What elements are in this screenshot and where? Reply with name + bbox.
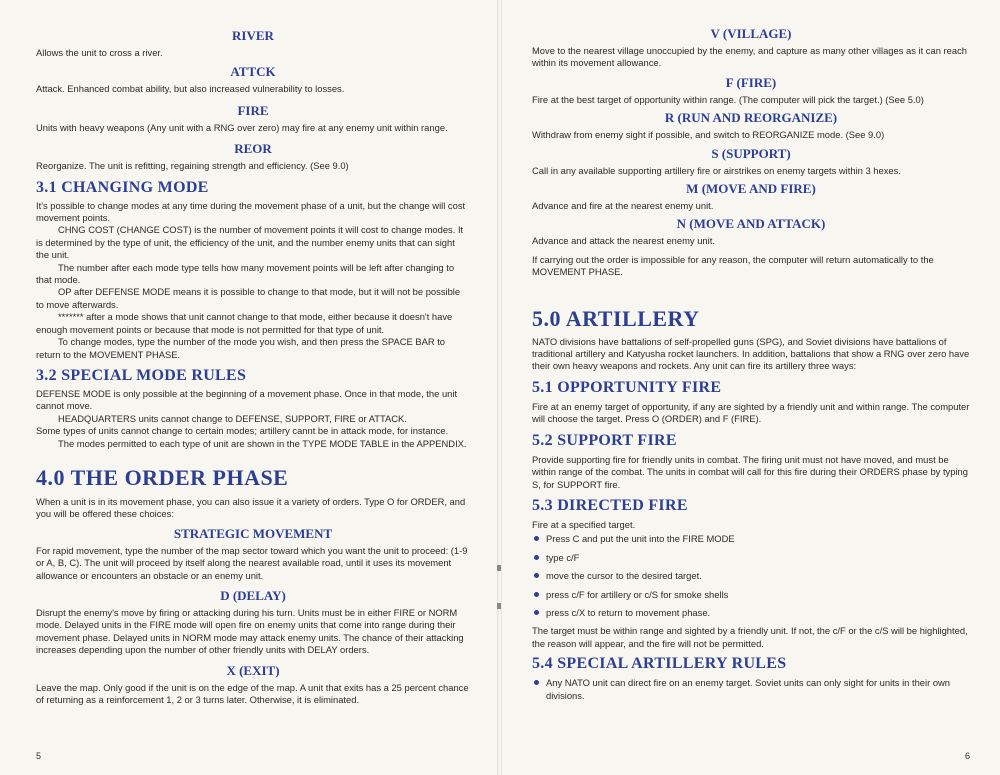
list-item: press c/X to return to movement phase. [532, 607, 970, 619]
delay-text: Disrupt the enemy's move by firing or attacking during his turn. Units must be in either FIRE or NORM mode. Delayed units in the FIRE mode will open fire on enemy units that come into range during their movement phase. Delayed units in NORM mode may attack enemy units. The chance of their attacking increases depending upon the number of other friendly units with DELAY orders. [36, 606, 464, 656]
move-fire-heading: M (MOVE AND FIRE) [686, 181, 816, 197]
bullet-icon [534, 555, 539, 560]
section-5-2-text: Provide supporting fire for friendly units in combat. The firing unit must not have moved, and must be within range of the combat. The units in combat will call for this fire during their ORDERS phase by typing S, for SUPPORT fire. [532, 453, 968, 490]
section-5-3-heading: 5.3 DIRECTED FIRE [532, 496, 688, 514]
list-item: press c/F for artillery or c/S for smoke shells [532, 589, 970, 601]
section-5-3-text: Fire at a specified target. [532, 518, 636, 530]
reor-text: Reorganize. The unit is refitting, regaining strength and efficiency. (See 9.0) [36, 160, 349, 172]
right-page [502, 0, 1000, 775]
section-3-2-heading: 3.2 SPECIAL MODE RULES [36, 366, 247, 384]
fire-order-text: Fire at the best target of opportunity within range. (The computer will pick the target.) (See 5.0) [532, 93, 924, 105]
gutter-mark [497, 603, 501, 609]
bullet-icon [534, 610, 539, 615]
support-text: Call in any available supporting artillery fire or airstrikes on enemy targets within 3 hexes. [532, 164, 901, 176]
section-3-1-heading: 3.1 CHANGING MODE [36, 178, 209, 196]
bullet-icon [534, 680, 539, 685]
bullet-icon [534, 573, 539, 578]
support-heading: S (SUPPORT) [711, 145, 791, 161]
section-5-4-heading: 5.4 SPECIAL ARTILLERY RULES [532, 655, 787, 673]
move-fire-text: Advance and fire at the nearest enemy unit. [532, 200, 714, 212]
section-3-1-para-5: ******* after a mode shows that unit cannot change to that mode, either because it doesn't have enough movement points or because that mode is not permitted for that type of unit. [36, 311, 453, 335]
special-artillery-rules [532, 677, 970, 702]
section-3-1-para-3: The number after each mode type tells how many movement points will be left after changing to that mode. [36, 261, 455, 286]
river-heading: RIVER [232, 28, 274, 43]
section-3-2-para-3: Some types of units cannot change to certain modes; artillery cannt be in attack mode, for instance. [36, 425, 449, 437]
section-3-2-para-1: DEFENSE MODE is only possible at the beginning of a movement phase. Once in that mode, the unit cannot move. [36, 387, 458, 412]
strategic-movement-text: For rapid movement, type the number of the map sector toward which you want the unit to proceed: (1-9 or A, B, C). The unit will proceed by itself along the nearest available road, until it uses its movement allowance or encounters an obstacle or an enemy unit. [36, 544, 468, 581]
fire-mode-heading: FIRE [237, 102, 269, 118]
village-heading: V (VILLAGE) [710, 26, 792, 41]
section-4-0-heading: 4.0 THE ORDER PHASE [36, 464, 289, 490]
bullet-icon [534, 592, 539, 597]
reor-heading: REOR [234, 141, 272, 157]
attck-heading: ATTCK [230, 64, 276, 80]
fire-mode-text: Units with heavy weapons (Any unit with a RNG over zero) may fire at any enemy unit within range. [36, 121, 448, 133]
directed-fire-steps [532, 533, 970, 619]
delay-heading: D (DELAY) [220, 587, 286, 603]
page-number-left: 5 [36, 751, 42, 761]
attck-text: Attack. Enhanced combat ability, but also increased vulnerability to losses. [36, 83, 345, 95]
fire-order-heading: F (FIRE) [725, 74, 777, 90]
page-number-right: 6 [964, 751, 970, 761]
section-5-2-heading: 5.2 SUPPORT FIRE [532, 431, 677, 449]
river-text: Allows the unit to cross a river. [36, 47, 163, 58]
move-attack-heading: N (MOVE AND ATTACK) [676, 216, 826, 232]
list-item: move the cursor to the desired target. [532, 570, 970, 582]
bullet-icon [534, 536, 539, 541]
section-3-2-para-4: The modes permitted to each type of unit are shown in the TYPE MODE TABLE in the APPENDIX. [58, 437, 467, 449]
run-reorganize-text: Withdraw from enemy sight if possible, and switch to REORGANIZE mode. (See 9.0) [532, 129, 885, 141]
move-attack-text: Advance and attack the nearest enemy unit. [532, 235, 715, 247]
list-item: Press C and put the unit into the FIRE MODE [532, 533, 970, 545]
section-5-0-heading: 5.0 ARTILLERY [532, 305, 700, 331]
section-5-1-heading: 5.1 OPPORTUNITY FIRE [532, 378, 722, 396]
strategic-movement-heading: STRATEGIC MOVEMENT [173, 525, 333, 541]
section-4-0-intro: When a unit is in its movement phase, you can also issue it a variety of orders. Type O for ORDER, and you will be offered these choices: [36, 495, 466, 520]
impossible-order-text: If carrying out the order is impossible for any reason, the computer will return automatically to the MOVEMENT PHASE. [532, 253, 934, 278]
section-3-1-para-2: CHNG COST (CHANGE COST) is the number of movement points it will cost to change modes. It is determined by the type of unit, the efficiency of the unit, and the number enemy units that can sight the unit. [36, 224, 464, 261]
run-reorganize-heading: R (RUN AND REORGANIZE) [664, 110, 838, 126]
section-5-0-text: NATO divisions have battalions of self-propelled guns (SPG), and Soviet divisions have battalions of traditional artillery and Katyusha rocket launchers. In addition, battalions that show a RNG over zero have their own heavy weapons and rockets. Any unit can fire its artillery three ways: [532, 335, 970, 372]
exit-text: Leave the map. Only good if the unit is on the edge of the map. A unit that exits has a 25 percent chance of returning as a reinforcement 1, 2 or 3 turns later. Otherwise, it is eliminated. [36, 681, 469, 705]
section-3-1-para-4: OP after DEFENSE MODE means it is possible to change to that mode, but it will not be possible to move afterwards. [36, 286, 461, 310]
section-5-3-note: The target must be within range and sighted by a friendly unit. If not, the c/F or the c/S will be highlighted, the reason will appear, and the fire will not be permitted. [532, 625, 968, 649]
village-text: Move to the nearest village unoccupied by the enemy, and capture as many other villages as it can reach within its movement allowance. [532, 45, 967, 69]
left-page [0, 0, 498, 775]
section-3-2-para-2: HEADQUARTERS units cannot change to DEFENSE, SUPPORT, FIRE or ATTACK. [58, 412, 407, 424]
exit-heading: X (EXIT) [226, 662, 280, 678]
section-3-1-para-1: It's possible to change modes at any time during the movement phase of a unit, but the change will cost movement points. [36, 199, 466, 224]
gutter-mark [497, 565, 501, 571]
section-5-1-text: Fire at an enemy target of opportunity, if any are sighted by a friendly unit and within range. The computer will choose the target. Press O (ORDER) and F (FIRE). [532, 400, 970, 425]
section-3-1-para-6: To change modes, type the number of the mode you wish, and then press the SPACE BAR to return to the MOVEMENT PHASE. [36, 336, 446, 360]
list-item: type c/F [532, 552, 970, 564]
list-item: Any NATO unit can direct fire on an enemy target. Soviet units can only sight for units in their own divisions. [532, 677, 970, 702]
